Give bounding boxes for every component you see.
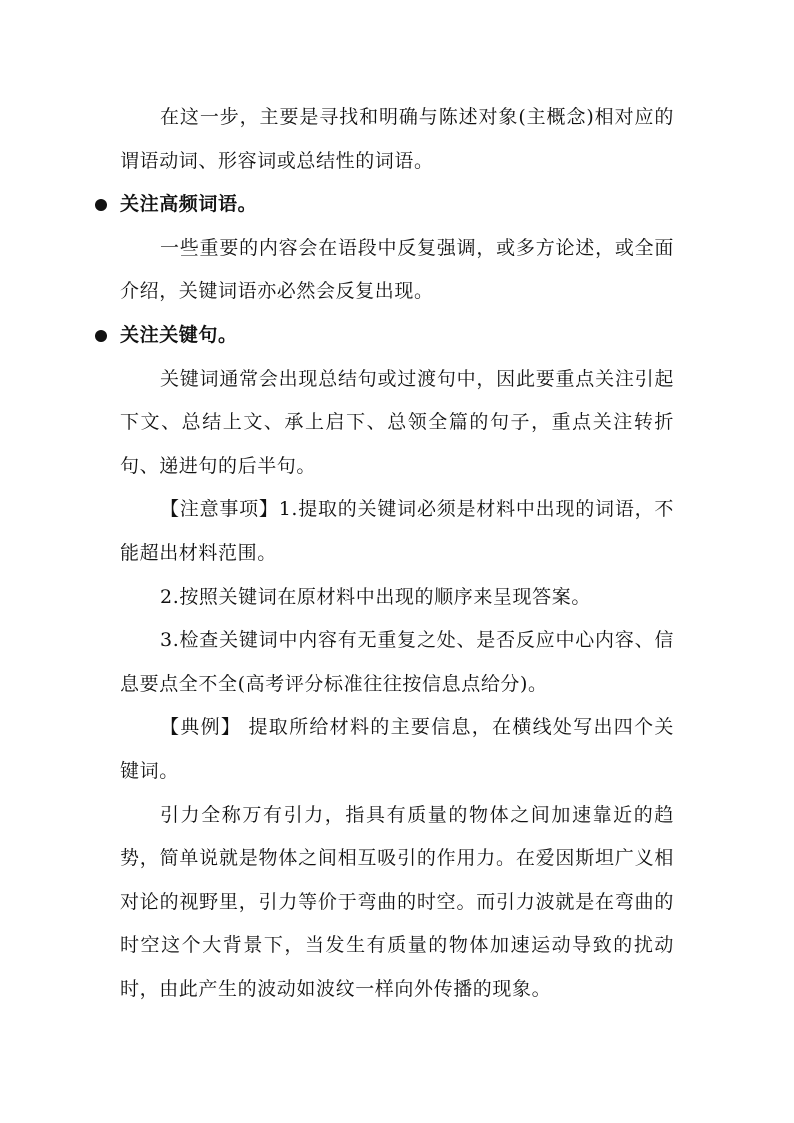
paragraph-key-sentence: 关键词通常会出现总结句或过渡句中，因此要重点关注引起下文、总结上文、承上启下、总领全篇的句子，重点关注转折句、递进句的后半句。 (120, 367, 674, 477)
bullet-dot-icon (95, 199, 107, 211)
note-item-3: 3.检查关键词中内容有无重复之处、是否反应中心内容、信息要点全不全(高考评分标准往往按信息点给分)。 (120, 629, 674, 695)
document-page (120, 96, 674, 1011)
bullet-heading: 关注高频词语。 (120, 193, 258, 216)
example-passage: 引力全称万有引力，指具有质量的物体之间加速靠近的趋势，简单说就是物体之间相互吸引的作用力。在爱因斯坦广义相对论的视野里，引力等价于弯曲的时空。而引力波就是在弯曲的时空这个大背景下，当发生有质量的物体加速运动导致的扰动时，由此产生的波动如波纹一样向外传播的现象。 (120, 803, 674, 1000)
bullet-heading: 关注关键句。 (120, 323, 238, 346)
note-item-1: 【注意事项】1.提取的关键词必须是材料中出现的词语，不能超出材料范围。 (120, 498, 674, 564)
note-item-2: 2.按照关键词在原材料中出现的顺序来呈现答案。 (160, 585, 591, 608)
bullet-item-key-sentence (120, 314, 674, 358)
paragraph-high-frequency: 一些重要的内容会在语段中反复强调，或多方论述，或全面介绍，关键词语亦必然会反复出现。 (120, 236, 674, 303)
example-prompt: 【典例】 提取所给材料的主要信息，在横线处写出四个关键词。 (120, 716, 674, 782)
bullet-dot-icon (95, 330, 107, 342)
paragraph-predicate: 在这一步，主要是寻找和明确与陈述对象(主概念)相对应的谓语动词、形容词或总结性的词语。 (120, 106, 674, 172)
bullet-item-high-frequency (120, 183, 674, 227)
